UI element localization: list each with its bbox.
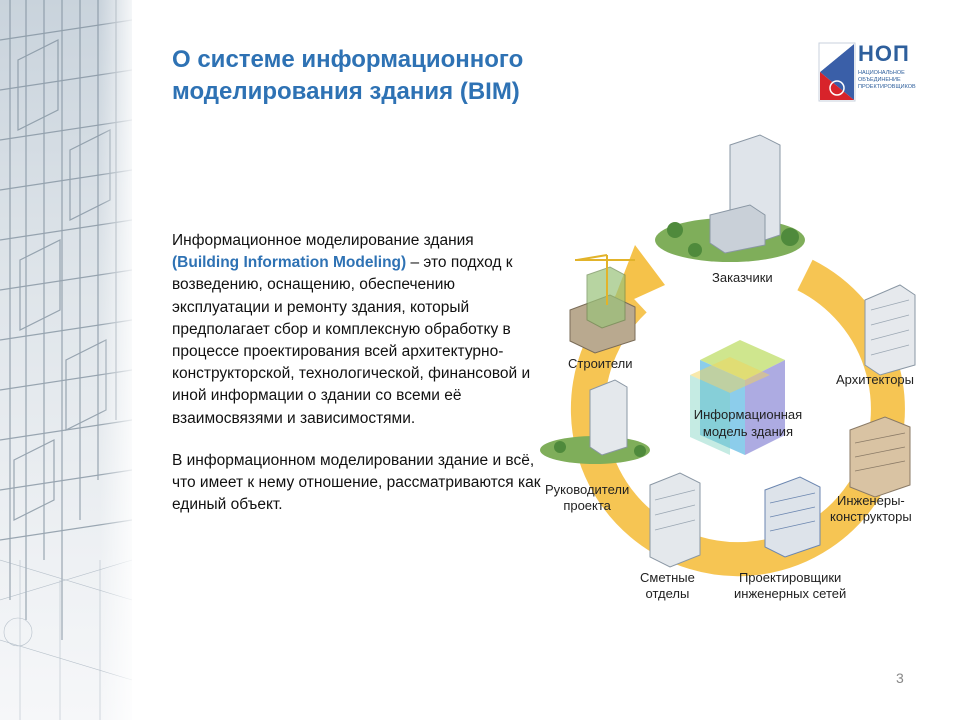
customers-buildings-image <box>655 135 805 262</box>
label-engineers <box>830 493 912 525</box>
label-project-managers <box>545 482 629 514</box>
description-text <box>172 230 544 516</box>
title-line-2: моделирования здания (BIM) <box>172 78 520 105</box>
estimators-building-image <box>650 473 700 567</box>
logo-subtitle: НАЦИОНАЛЬНОЕ ОБЪЕДИНЕНИЕ ПРОЕКТИРОВЩИКОВ <box>858 70 916 90</box>
page-number: 3 <box>896 670 904 686</box>
paragraph-single-object: В информационном моделировании здание и всё, что имеет к нему отношение, рассматриваются как единый объект. <box>172 451 541 514</box>
managers-building-image <box>540 380 650 464</box>
title-line-1: О системе информационного <box>172 46 524 73</box>
label-network-line-2: инженерных сетей <box>734 586 847 601</box>
label-estimators-line-1: Сметные <box>640 570 695 585</box>
nop-logo <box>818 42 914 104</box>
label-customers: Заказчики <box>712 270 773 285</box>
paragraph-start: Информационное моделирование здания <box>172 232 474 249</box>
engineers-building-image <box>850 417 910 497</box>
label-engineers-line-2: конструкторы <box>830 509 912 524</box>
paragraph-definition <box>172 230 544 430</box>
label-network-designers <box>734 570 846 602</box>
label-architects: Архитекторы <box>836 372 914 387</box>
bim-term: (Building Information Modeling) <box>172 254 407 272</box>
architectural-background <box>0 0 132 720</box>
label-builders: Строители <box>568 356 633 371</box>
label-estimators-line-2: отделы <box>645 586 690 601</box>
strip-fade <box>100 0 132 720</box>
center-label-line-1: Информационная <box>693 407 803 422</box>
logo-emblem-icon <box>818 42 856 102</box>
center-label-line-2: модель здания <box>702 424 794 439</box>
label-network-line-1: Проектировщики <box>738 570 842 585</box>
label-estimators <box>640 570 695 602</box>
paragraph-rest: – это подход к возведению, оснащению, обеспечению эксплуатации и ремонту здания, который предполагает сбор и комплексную обработку в процессе проектирования всей архитектурно-конструкторской, технологической, финансовой и иной информации о здании со всеми её взаимосвязями и зависимостями. <box>172 254 531 427</box>
label-information-model <box>668 406 828 440</box>
builders-construction-image <box>570 255 635 353</box>
label-managers-line-2: проекта <box>563 498 611 513</box>
network-designers-building-image <box>765 477 820 557</box>
architects-building-image <box>865 285 915 375</box>
slide-title <box>172 44 692 108</box>
label-engineers-line-1: Инженеры- <box>836 493 905 508</box>
logo-name: НОП <box>858 41 910 66</box>
label-managers-line-1: Руководители <box>545 482 630 497</box>
